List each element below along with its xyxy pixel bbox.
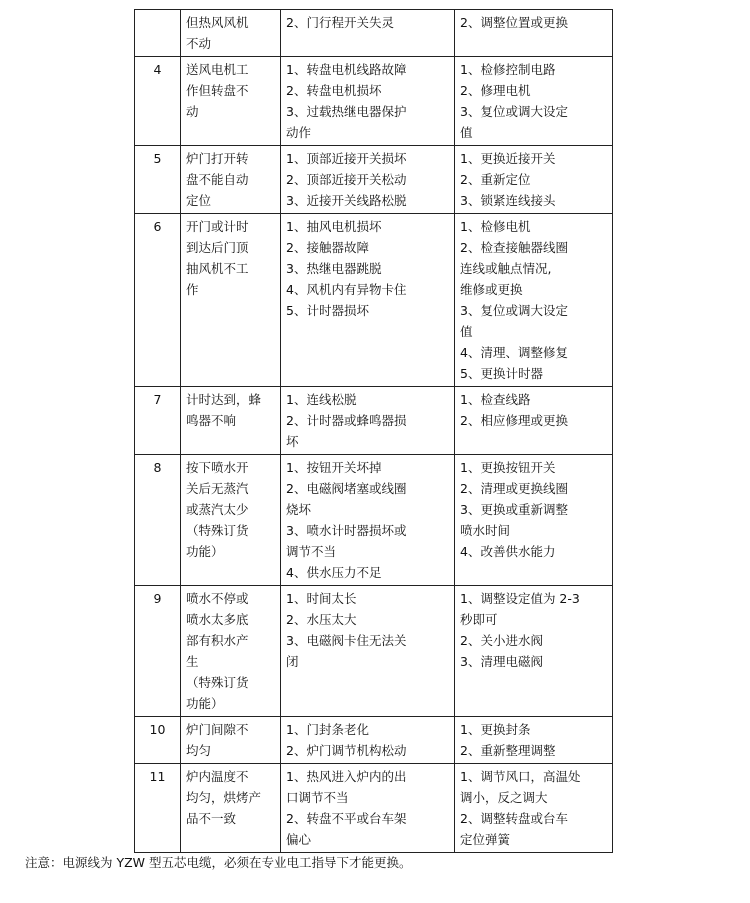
fault-cause-line: 2、转盘不平或台车架 [286, 811, 407, 826]
fault-phenomenon-line: 炉内温度不 [186, 769, 249, 784]
power-cable-note: 注意：电源线为 YZW 型五芯电缆，必须在专业电工指导下才能更换。 [25, 855, 412, 870]
fault-cause-cell [281, 146, 455, 214]
fault-cause-line: 1、顶部近接开关损坏 [286, 151, 407, 166]
fault-phenomenon-line: 均匀，烘烤产 [186, 790, 262, 805]
remedy-line: 2、调整位置或更换 [460, 15, 568, 30]
remedy-cell [455, 146, 613, 214]
fault-phenomenon-line: （特殊订货 [186, 523, 249, 538]
fault-cause-cell [281, 387, 455, 455]
remedy-line: 维修或更换 [460, 282, 523, 297]
fault-phenomenon-line: 送风电机工 [186, 62, 249, 77]
remedy-line: 2、修理电机 [460, 83, 531, 98]
table-row [135, 10, 613, 57]
fault-cause-line: 动作 [286, 125, 312, 140]
fault-phenomenon-line: 按下喷水开 [186, 460, 249, 475]
remedy-line: 2、关小进水阀 [460, 633, 543, 648]
fault-cause-line: 口调节不当 [286, 790, 349, 805]
fault-phenomenon-line: 开门或计时 [186, 219, 249, 234]
remedy-line: 3、复位或调大设定 [460, 104, 568, 119]
remedy-line: 3、复位或调大设定 [460, 303, 568, 318]
remedy-line: 4、改善供水能力 [460, 544, 556, 559]
row-number-cell [135, 10, 181, 57]
remedy-line: 2、相应修理或更换 [460, 413, 568, 428]
table-row [135, 214, 613, 387]
remedy-line: 1、检查线路 [460, 392, 531, 407]
fault-cause-line: 3、近接开关线路松脱 [286, 193, 407, 208]
fault-cause-line: 坏 [286, 434, 299, 449]
fault-phenomenon-line: 盘不能自动 [186, 172, 249, 187]
fault-phenomenon-line: （特殊订货 [186, 675, 249, 690]
remedy-cell [455, 214, 613, 387]
fault-phenomenon-line: 喷水太多底 [186, 612, 249, 627]
fault-phenomenon-line: 不动 [186, 36, 212, 51]
remedy-line: 2、重新定位 [460, 172, 531, 187]
table-row [135, 586, 613, 717]
fault-cause-line: 1、时间太长 [286, 591, 357, 606]
fault-cause-cell [281, 57, 455, 146]
troubleshooting-table-container [134, 9, 612, 853]
fault-cause-line: 1、转盘电机线路故障 [286, 62, 407, 77]
remedy-line: 3、锁紧连线接头 [460, 193, 556, 208]
fault-cause-cell [281, 455, 455, 586]
remedy-cell [455, 10, 613, 57]
table-row [135, 455, 613, 586]
fault-cause-cell [281, 10, 455, 57]
fault-cause-line: 2、接触器故障 [286, 240, 369, 255]
row-number-cell: 5 [135, 146, 181, 214]
table-body [135, 10, 613, 853]
fault-phenomenon-line: 功能） [186, 544, 224, 559]
fault-cause-line: 闭 [286, 654, 299, 669]
fault-phenomenon-line: 炉门打开转 [186, 151, 249, 166]
fault-cause-line: 1、热风进入炉内的出 [286, 769, 407, 784]
troubleshooting-table [134, 9, 613, 853]
table-row [135, 387, 613, 455]
remedy-line: 1、更换按钮开关 [460, 460, 556, 475]
remedy-line: 2、检查接触器线圈 [460, 240, 568, 255]
fault-cause-line: 3、喷水计时器损坏或 [286, 523, 407, 538]
row-number-cell: 10 [135, 717, 181, 764]
remedy-line: 5、更换计时器 [460, 366, 543, 381]
fault-phenomenon-line: 计时达到，蜂 [186, 392, 262, 407]
remedy-cell [455, 455, 613, 586]
table-row [135, 57, 613, 146]
fault-phenomenon-line: 功能） [186, 696, 224, 711]
remedy-line: 调小，反之调大 [460, 790, 548, 805]
fault-cause-line: 调节不当 [286, 544, 337, 559]
fault-cause-line: 1、连线松脱 [286, 392, 357, 407]
fault-phenomenon-line: 抽风机不工 [186, 261, 249, 276]
fault-cause-line: 4、风机内有异物卡住 [286, 282, 407, 297]
remedy-line: 值 [460, 125, 473, 140]
remedy-line: 2、清理或更换线圈 [460, 481, 568, 496]
fault-cause-line: 2、门行程开关失灵 [286, 15, 394, 30]
fault-cause-line: 4、供水压力不足 [286, 565, 382, 580]
remedy-line: 1、更换近接开关 [460, 151, 556, 166]
remedy-line: 秒即可 [460, 612, 498, 627]
table-row [135, 764, 613, 853]
remedy-line: 1、检修电机 [460, 219, 531, 234]
remedy-line: 连线或触点情况, [460, 261, 552, 276]
fault-phenomenon-line: 喷水不停或 [186, 591, 249, 606]
fault-cause-line: 3、电磁阀卡住无法关 [286, 633, 407, 648]
row-number-cell: 11 [135, 764, 181, 853]
fault-cause-cell [281, 586, 455, 717]
fault-phenomenon-line: 部有积水产 [186, 633, 249, 648]
remedy-line: 1、检修控制电路 [460, 62, 556, 77]
remedy-line: 3、更换或重新调整 [460, 502, 568, 517]
fault-phenomenon-cell [181, 214, 281, 387]
row-number-cell: 8 [135, 455, 181, 586]
remedy-line: 值 [460, 324, 473, 339]
fault-phenomenon-line: 均匀 [186, 743, 212, 758]
fault-cause-cell [281, 764, 455, 853]
fault-phenomenon-cell [181, 146, 281, 214]
fault-phenomenon-line: 生 [186, 654, 199, 669]
row-number-cell: 6 [135, 214, 181, 387]
fault-cause-line: 1、按钮开关坏掉 [286, 460, 382, 475]
fault-phenomenon-line: 动 [186, 104, 199, 119]
remedy-cell [455, 764, 613, 853]
fault-phenomenon-cell [181, 764, 281, 853]
fault-phenomenon-line: 关后无蒸汽 [186, 481, 249, 496]
table-row [135, 146, 613, 214]
fault-cause-line: 5、计时器损坏 [286, 303, 369, 318]
table-row [135, 717, 613, 764]
fault-phenomenon-cell [181, 717, 281, 764]
remedy-line: 喷水时间 [460, 523, 511, 538]
fault-cause-line: 2、炉门调节机构松动 [286, 743, 407, 758]
fault-phenomenon-line: 定位 [186, 193, 212, 208]
remedy-cell [455, 586, 613, 717]
remedy-line: 1、调节风口，高温处 [460, 769, 581, 784]
fault-phenomenon-line: 作但转盘不 [186, 83, 249, 98]
row-number-cell: 7 [135, 387, 181, 455]
remedy-line: 4、清理、调整修复 [460, 345, 568, 360]
fault-cause-line: 3、热继电器跳脱 [286, 261, 382, 276]
fault-phenomenon-line: 鸣器不响 [186, 413, 237, 428]
fault-phenomenon-line: 到达后门顶 [186, 240, 249, 255]
fault-cause-line: 偏心 [286, 832, 312, 847]
remedy-line: 1、调整设定值为 2-3 [460, 591, 580, 606]
fault-phenomenon-line: 或蒸汽太少 [186, 502, 249, 517]
remedy-line: 1、更换封条 [460, 722, 531, 737]
fault-cause-line: 2、水压太大 [286, 612, 357, 627]
fault-cause-cell [281, 717, 455, 764]
remedy-cell [455, 717, 613, 764]
fault-phenomenon-cell [181, 455, 281, 586]
fault-phenomenon-cell [181, 57, 281, 146]
fault-cause-line: 1、门封条老化 [286, 722, 369, 737]
fault-cause-line: 2、顶部近接开关松动 [286, 172, 407, 187]
fault-phenomenon-line: 炉门间隙不 [186, 722, 249, 737]
fault-cause-line: 3、过载热继电器保护 [286, 104, 407, 119]
fault-phenomenon-cell [181, 586, 281, 717]
fault-cause-line: 2、计时器或蜂鸣器损 [286, 413, 407, 428]
remedy-line: 3、清理电磁阀 [460, 654, 543, 669]
remedy-line: 2、调整转盘或台车 [460, 811, 568, 826]
fault-phenomenon-line: 品不一致 [186, 811, 237, 826]
fault-phenomenon-cell [181, 10, 281, 57]
row-number-cell: 4 [135, 57, 181, 146]
fault-cause-line: 1、抽风电机损坏 [286, 219, 382, 234]
fault-cause-line: 2、转盘电机损坏 [286, 83, 382, 98]
fault-cause-line: 2、电磁阀堵塞或线圈 [286, 481, 407, 496]
remedy-cell [455, 387, 613, 455]
row-number-cell: 9 [135, 586, 181, 717]
remedy-line: 2、重新整理调整 [460, 743, 556, 758]
fault-cause-line: 烧坏 [286, 502, 312, 517]
fault-cause-cell [281, 214, 455, 387]
fault-phenomenon-line: 作 [186, 282, 199, 297]
remedy-cell [455, 57, 613, 146]
remedy-line: 定位弹簧 [460, 832, 511, 847]
fault-phenomenon-line: 但热风风机 [186, 15, 249, 30]
fault-phenomenon-cell [181, 387, 281, 455]
